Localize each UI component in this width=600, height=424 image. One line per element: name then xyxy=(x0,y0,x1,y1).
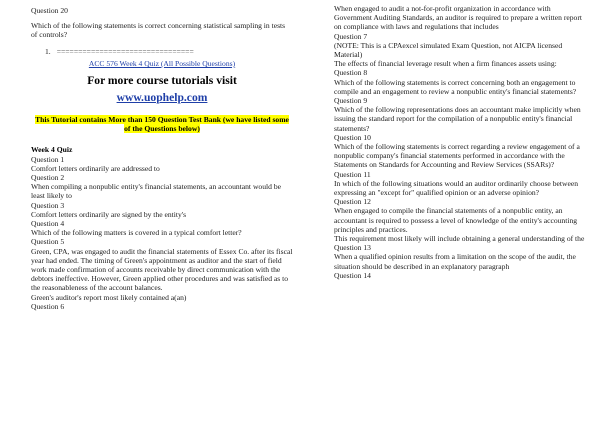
text-line: Question 12 xyxy=(334,197,371,207)
text-line: Question 13 xyxy=(334,243,371,253)
text-line: When compiling a nonpublic entity's financial statements, an accountant would be least likely to xyxy=(31,182,281,201)
text-line: The effects of financial leverage result when a firm finances assets using: xyxy=(334,59,557,69)
text-line: Question 5 xyxy=(31,237,65,247)
question-20-label: Question 20 xyxy=(31,6,68,15)
text-line: Question 2 xyxy=(31,173,65,183)
left-column xyxy=(31,6,293,311)
text-line: (NOTE: This is a CPAexcel simulated Exam Question, not AICPA licensed Material) xyxy=(334,40,563,60)
text-line: Which of the following representations does an accountant make implicitly when issuing the standard report for the compilation of a nonpublic entity's financial statements? xyxy=(334,105,581,133)
text-line: Green's auditor's report most likely contained a(an) xyxy=(31,292,187,302)
text-line: Question 14 xyxy=(334,270,371,280)
text-line: Which of the following statements is correct regarding a review engagement of a nonpublic company's financial statements performed in accordance with the Statements on Standards for Accounting and Review Services (SSARs)? xyxy=(334,142,580,170)
text-line: In which of the following situations would an auditor ordinarily choose between expressing an "except for" qualified opinion or an adverse opinion? xyxy=(334,178,579,198)
text-line: Question 6 xyxy=(31,301,65,311)
site-link[interactable]: www.uophelp.com xyxy=(116,91,208,105)
highlight-block xyxy=(31,115,293,133)
text-line: Which of the following matters is covered in a typical comfort letter? xyxy=(31,228,242,238)
quiz-title: Week 4 Quiz xyxy=(31,145,73,155)
test-bank-notice: This Tutorial contains More than 150 Question Test Bank (we have listed some of the Questions below) xyxy=(35,115,289,134)
list-number: 1. xyxy=(45,46,51,56)
text-line: Green, CPA, was engaged to audit the financial statements of Essex Co. after its fiscal year had ended. The timing of Green's appointment as auditor and the start of field work made confirmation of accounts receivable by direct communication with the debtors ineffective. However, Green applied other procedures and was satisfied as to the reasonableness of the account balances. xyxy=(31,246,293,293)
text-line: Question 7 xyxy=(334,31,368,41)
right-column xyxy=(334,4,586,280)
question-20-text: Which of the following statements is correct concerning statistical sampling in tests of controls? xyxy=(31,21,286,40)
text-line: When engaged to compile the financial statements of a nonpublic entity, an accountant is required to possess a level of knowledge of the entity's accounting principles and practices. xyxy=(334,206,578,234)
right-question-list xyxy=(334,4,586,280)
text-line: Question 4 xyxy=(31,219,65,229)
list-item xyxy=(45,47,293,56)
text-line: When a qualified opinion results from a limitation on the scope of the audit, the situation should be described in an explanatory paragraph xyxy=(334,252,576,271)
text-line: Question 1 xyxy=(31,154,65,164)
separator-line: ================================ xyxy=(56,46,194,56)
text-line: When engaged to audit a not-for-profit organization in accordance with Government Auditing Standards, an auditor is required to prepare a written report on compliance with laws and regulations that includes xyxy=(334,4,582,32)
text-line: Question 3 xyxy=(31,200,65,210)
text-line: Comfort letters ordinarily are addressed to xyxy=(31,163,160,173)
text-line: This requirement most likely will include obtaining a general understanding of the xyxy=(334,234,585,244)
text-line: Question 11 xyxy=(334,169,371,179)
text-line: Question 8 xyxy=(334,68,368,78)
text-line: Question 10 xyxy=(334,132,371,142)
text-line: Question 9 xyxy=(334,96,368,106)
quiz-link-wrap xyxy=(31,59,293,68)
quiz-link[interactable]: ACC 576 Week 4 Quiz (All Possible Questions) xyxy=(88,58,236,68)
left-question-list xyxy=(31,155,293,311)
text-line: Which of the following statements is correct concerning both an engagement to compile and an engagement to review a nonpublic entity's financial statements? xyxy=(334,77,577,96)
promo-heading: For more course tutorials visit xyxy=(87,74,237,88)
text-line: Comfort letters ordinarily are signed by the entity's xyxy=(31,209,187,219)
